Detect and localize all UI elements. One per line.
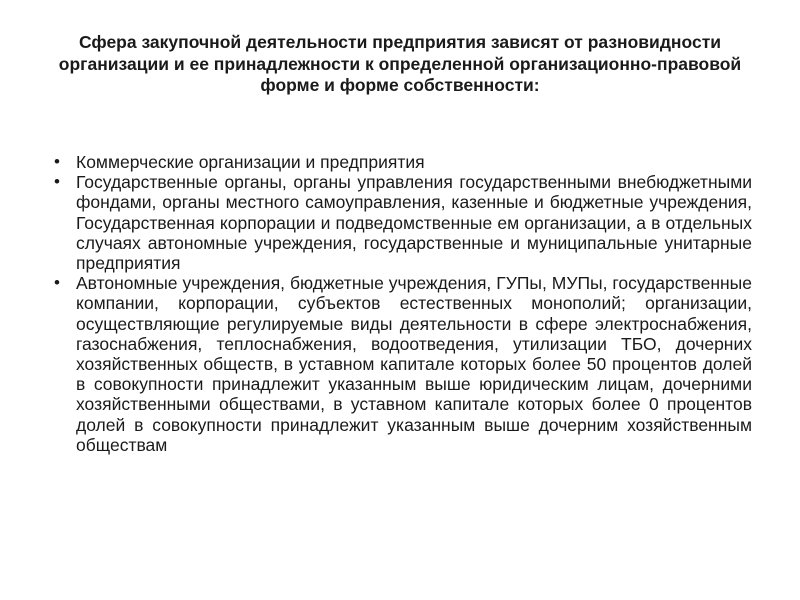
bullet-dot-icon: • xyxy=(54,273,60,293)
bullet-dot-icon: • xyxy=(54,152,60,171)
bullet-list xyxy=(52,152,752,455)
bullet-item-commercial xyxy=(52,152,752,172)
slide-title: Сфера закупочной деятельности предприятия зависят от разновидности организации и ее принадлежности к определенной организационно-правовой форме и форме собственности: xyxy=(58,32,742,95)
bullet-dot-icon: • xyxy=(54,172,60,192)
bullet-text: Коммерческие организации и предприятия xyxy=(76,152,425,172)
bullet-item-state-bodies xyxy=(52,172,752,273)
bullet-text: Государственные органы, органы управления государственными внебюджетными фондами, органы местного самоуправления, казенные и бюджетные учреждения, Государственная корпорации и подведомственные ем организации, а в отдельных случаях автономные учреждения, государственные и муниципальные унитарные предприятия xyxy=(76,172,752,274)
bullet-text: Автономные учреждения, бюджетные учреждения, ГУПы, МУПы, государственные компании, корпорации, субъектов естественных монополий; организации, осуществляющие регулируемые виды деятельности в сфере электроснабжения, газоснабжения, теплоснабжения, водоотведения, утилизации ТБО, дочерних хозяйственных обществ, в уставном капитале которых более 50 процентов долей в совокупности принадлежит указанным выше юридическим лицам, дочерними хозяйственными обществами, в уставном капитале которых более 0 процентов долей в совокупности принадлежит указанным выше дочерним хозяйственным обществам xyxy=(76,273,752,455)
bullet-item-autonomous xyxy=(52,273,752,455)
